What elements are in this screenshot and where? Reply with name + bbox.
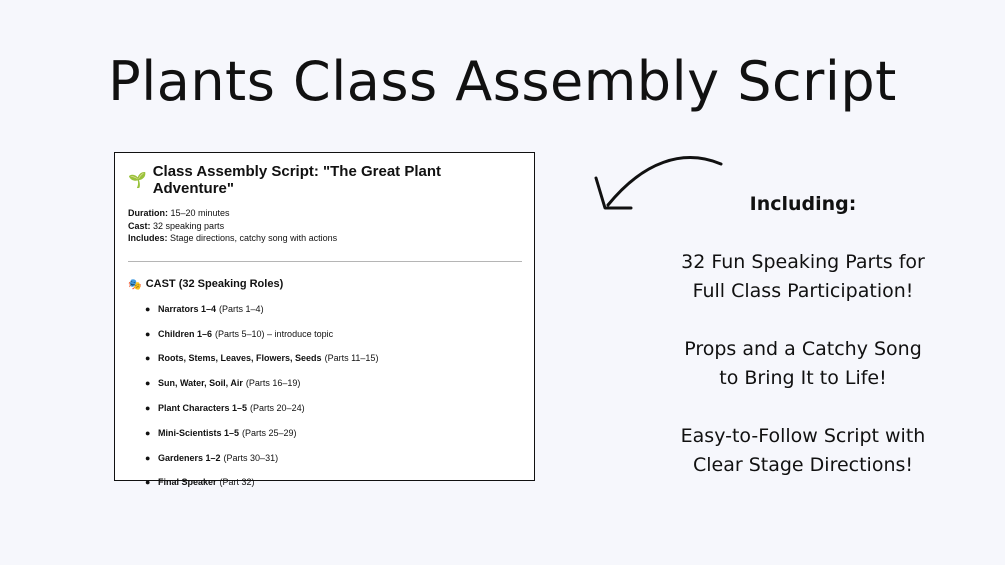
bullet-icon: ● [145, 477, 151, 488]
meta-block [128, 207, 522, 245]
theater-masks-icon: 🎭 [128, 278, 142, 291]
seedling-icon: 🌱 [128, 172, 147, 189]
list-item: ● Plant Characters 1–5 (Parts 20–24) [145, 403, 305, 414]
bullet-icon: ● [145, 427, 151, 438]
feature-props-song: Props and a Catchy Song to Bring It to Life! [684, 338, 922, 389]
features-panel [603, 190, 1003, 480]
meta-includes: Includes: Stage directions, catchy song with actions [128, 233, 338, 243]
list-item: ● Narrators 1–4 (Parts 1–4) [145, 303, 264, 314]
cast-heading [128, 278, 522, 291]
bullet-icon: ● [145, 378, 151, 389]
list-item: ● Roots, Stems, Leaves, Flowers, Seeds (Parts 11–15) [145, 353, 379, 364]
meta-cast: Cast: 32 speaking parts [128, 220, 225, 231]
bullet-icon: ● [145, 303, 151, 314]
feature-script: Easy-to-Follow Script with Clear Stage Directions! [680, 425, 926, 476]
bullet-icon: ● [145, 353, 151, 364]
page-title: Plants Class Assembly Script [108, 50, 897, 113]
bullet-icon: ● [145, 328, 151, 339]
meta-duration: Duration: 15–20 minutes [128, 208, 230, 218]
script-preview [114, 152, 535, 488]
divider [128, 261, 522, 262]
list-item: ● Final Speaker (Part 32) [145, 477, 255, 488]
bullet-icon: ● [145, 403, 151, 414]
bullet-icon: ● [145, 452, 151, 463]
list-item: ● Mini-Scientists 1–5 (Parts 25–29) [145, 427, 297, 438]
cast-heading-text: CAST (32 Speaking Roles) [145, 278, 284, 290]
list-item: ● Gardeners 1–2 (Parts 30–31) [145, 452, 279, 463]
list-item: ● Children 1–6 (Parts 5–10) – introduce topic [145, 328, 334, 339]
list-item: ● Sun, Water, Soil, Air (Parts 16–19) [145, 378, 301, 389]
cast-list [128, 297, 522, 495]
document-heading [128, 163, 522, 197]
document-heading-text: Class Assembly Script: "The Great Plant Adventure" [152, 163, 442, 197]
feature-speaking-parts: 32 Fun Speaking Parts for Full Class Participation! [681, 251, 925, 302]
including-heading: Including: [749, 193, 857, 215]
